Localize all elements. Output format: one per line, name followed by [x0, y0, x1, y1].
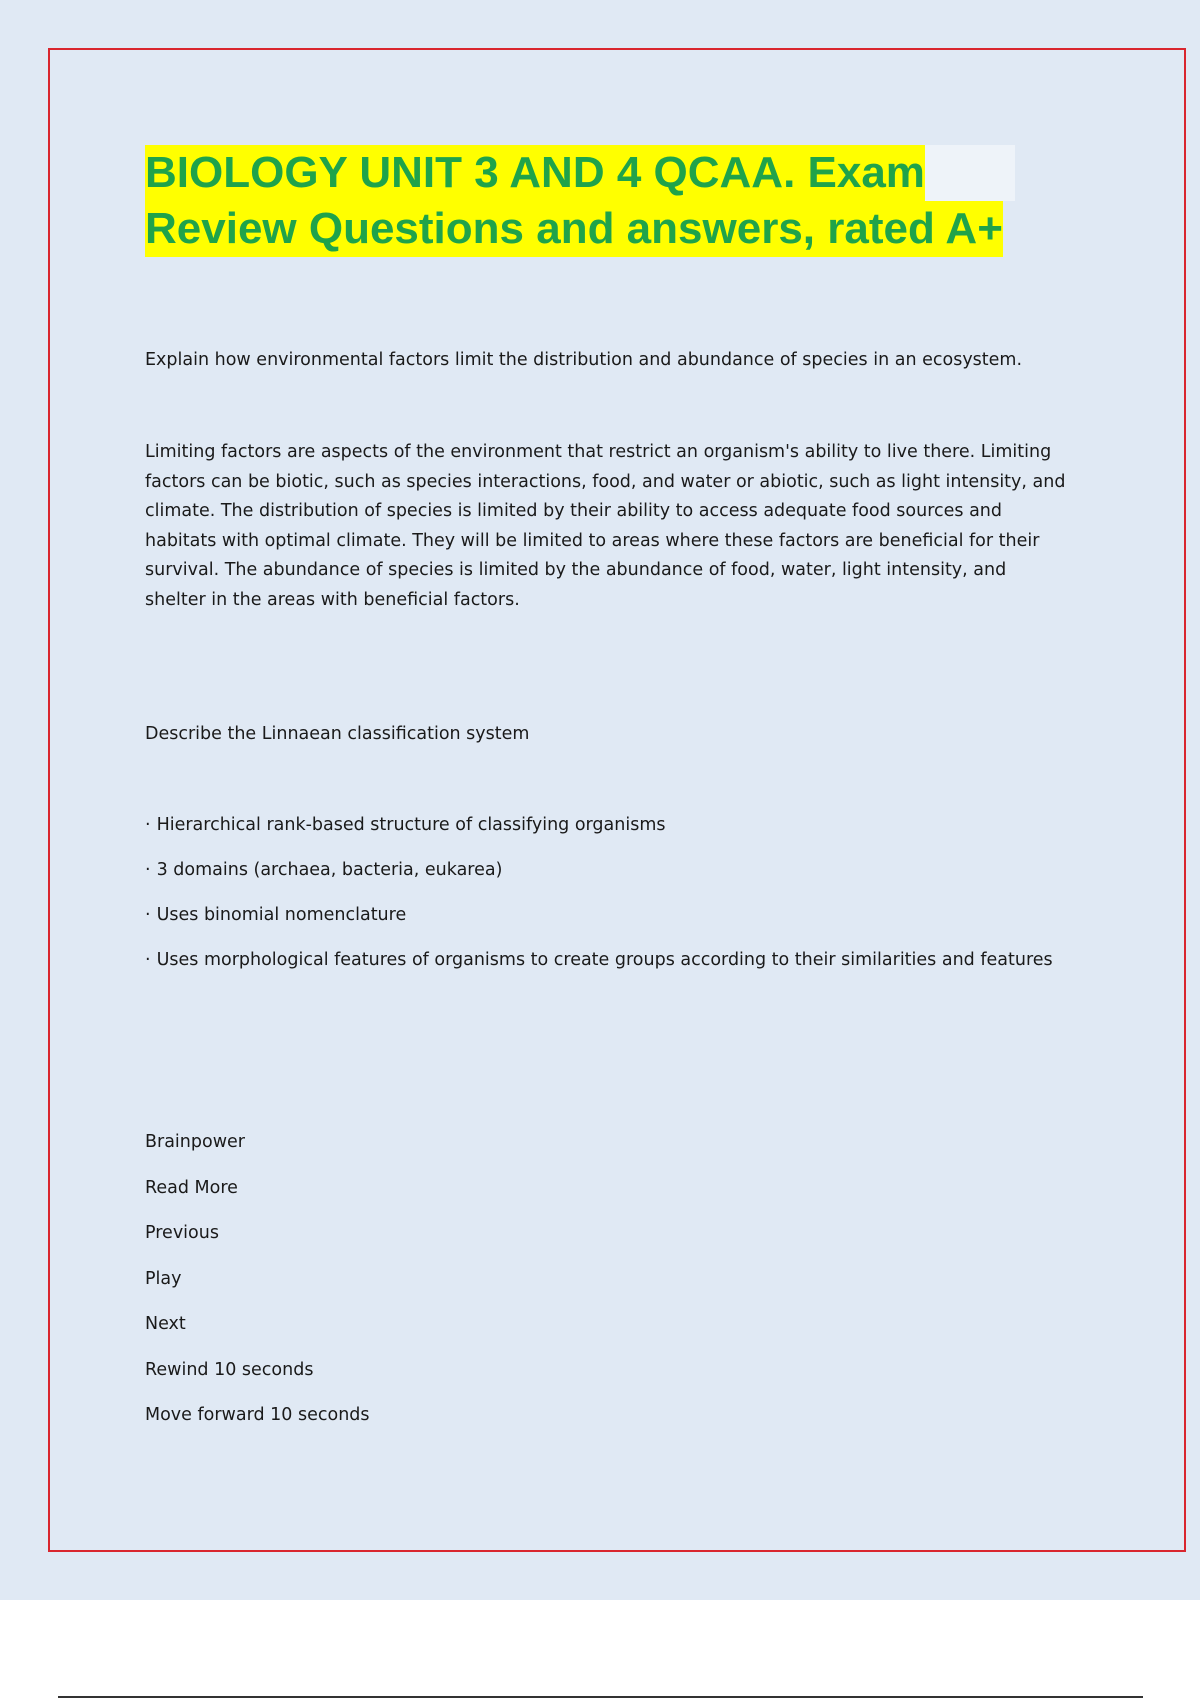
bullet-marker: · — [145, 815, 151, 835]
title-line-1: BIOLOGY UNIT 3 AND 4 QCAA. Exam — [145, 145, 925, 201]
answer-2-list — [145, 813, 1090, 993]
title-line-2: Review Questions and answers, rated A+ — [145, 201, 1003, 257]
brainpower-text: Brainpower — [145, 1132, 245, 1152]
list-item — [145, 858, 1090, 882]
list-item — [145, 948, 1090, 972]
read-more-text: Read More — [145, 1177, 238, 1198]
bullet-marker: · — [145, 950, 151, 970]
title-highlight-gap — [925, 145, 1015, 201]
list-item-text: Uses morphological features of organisms to create groups according to their similarities and features — [156, 950, 1053, 970]
footer-divider — [58, 1696, 1143, 1698]
list-item — [145, 813, 1090, 837]
bullet-marker: · — [145, 905, 151, 925]
next-text: Next — [145, 1314, 186, 1334]
answer-1-line: habitats with optimal climate. They will be limited to areas where these factors are beneficial for their — [145, 530, 1040, 551]
list-item-text: Uses binomial nomenclature — [156, 905, 407, 925]
answer-1-line: factors can be biotic, such as species interactions, food, and water or abiotic, such as light intensity, and — [145, 471, 1066, 492]
question-1: Explain how environmental factors limit the distribution and abundance of species in an ecosystem. — [145, 350, 1023, 370]
bullet-marker: · — [145, 860, 151, 880]
extra-text-list — [145, 1130, 1090, 1449]
play-text: Play — [145, 1268, 182, 1289]
answer-1-line: survival. The abundance of species is limited by the abundance of food, water, light intensity, and — [145, 560, 1007, 580]
document-title — [145, 145, 1095, 257]
rewind-text: Rewind 10 seconds — [145, 1359, 314, 1380]
answer-1 — [145, 438, 1090, 615]
forward-text: Move forward 10 seconds — [145, 1405, 370, 1425]
list-item-text: Hierarchical rank-based structure of classifying organisms — [156, 815, 666, 835]
question-2: Describe the Linnaean classification system — [145, 724, 530, 744]
list-item — [145, 903, 1090, 927]
answer-1-line: Limiting factors are aspects of the environment that restrict an organism's ability to live there. Limiting — [145, 442, 1052, 462]
previous-text: Previous — [145, 1223, 219, 1243]
answer-1-line: shelter in the areas with beneficial factors. — [145, 589, 520, 610]
answer-1-line: climate. The distribution of species is limited by their ability to access adequate food sources and — [145, 501, 1003, 521]
list-item-text: 3 domains (archaea, bacteria, eukarea) — [156, 860, 503, 880]
